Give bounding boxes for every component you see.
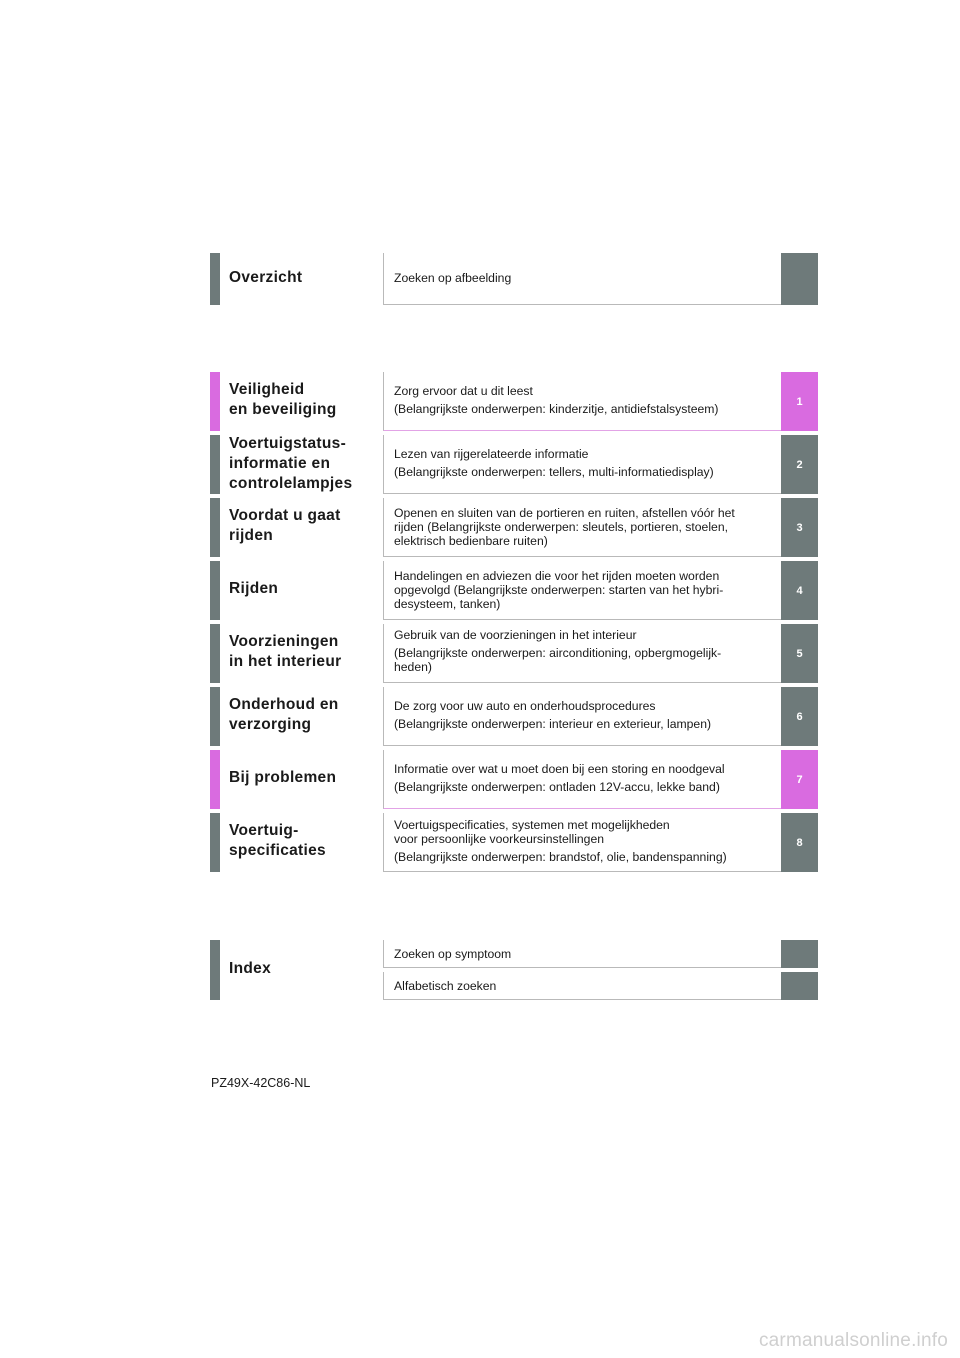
document-code: PZ49X-42C86-NL: [211, 1076, 311, 1090]
chapter-desc-line: (Belangrijkste onderwerpen: kinderzitje, antidiefstalsysteem): [394, 402, 719, 416]
chapter-side-bar: [210, 687, 220, 746]
chapter-row[interactable]: [210, 498, 818, 557]
chapter-number-tab[interactable]: 5: [781, 624, 818, 683]
chapter-title-line: informatie en: [229, 455, 331, 472]
chapter-title-line: Voordat u gaat: [229, 507, 341, 524]
chapter-title: [229, 579, 379, 599]
chapter-desc-line: De zorg voor uw auto en onderhoudsprocedures: [394, 699, 656, 713]
chapter-title-line: Veiligheid: [229, 381, 305, 398]
chapter-desc-line: (Belangrijkste onderwerpen: tellers, multi-informatiedisplay): [394, 465, 714, 479]
index-link-row[interactable]: [210, 972, 818, 1000]
chapter-desc-line: Gebruik van de voorzieningen in het interieur: [394, 628, 637, 642]
chapter-desc-line: Voertuigspecificaties, systemen met mogelijkheden: [394, 818, 670, 832]
overview-tab[interactable]: [781, 253, 818, 305]
overview-row[interactable]: [210, 253, 818, 305]
chapter-title: [229, 506, 379, 546]
chapter-desc-line: desysteem, tanken): [394, 597, 501, 611]
chapter-desc-line: elektrisch bedienbare ruiten): [394, 534, 548, 548]
chapter-desc-line: heden): [394, 660, 432, 674]
chapter-title-line: Rijden: [229, 580, 279, 597]
chapter-side-bar: [210, 435, 220, 494]
index-symptom-tab[interactable]: [781, 940, 818, 968]
chapter-side-bar: [210, 561, 220, 620]
chapter-desc-line: Handelingen en adviezen die voor het rijden moeten worden: [394, 569, 720, 583]
chapter-title: [229, 434, 379, 494]
overview-title: Overzicht: [229, 269, 303, 286]
chapter-number-tab[interactable]: 1: [781, 372, 818, 431]
chapter-description: [383, 813, 781, 872]
overview-side-bar: [210, 253, 220, 305]
chapter-desc-line: (Belangrijkste onderwerpen: airconditioning, opbergmogelijk-: [394, 646, 722, 660]
chapter-description: [383, 624, 781, 683]
chapter-title-line: Bij problemen: [229, 769, 337, 786]
chapter-row[interactable]: [210, 813, 818, 872]
chapter-description: [383, 498, 781, 557]
chapter-number-tab[interactable]: 3: [781, 498, 818, 557]
chapter-desc-line: Zorg ervoor dat u dit leest: [394, 384, 533, 398]
chapter-desc-line: (Belangrijkste onderwerpen: ontladen 12V-accu, lekke band): [394, 780, 720, 794]
chapter-title-line: Voertuigstatus-: [229, 435, 347, 452]
index-link-symptom[interactable]: [383, 940, 781, 968]
chapter-number-tab[interactable]: 6: [781, 687, 818, 746]
index-alphabetical-tab[interactable]: [781, 972, 818, 1000]
chapter-number-tab[interactable]: 2: [781, 435, 818, 494]
chapter-desc-line: voor persoonlijke voorkeursinstellingen: [394, 832, 605, 846]
chapter-title: [229, 695, 379, 735]
chapter-title-line: rijden: [229, 527, 274, 544]
chapter-row[interactable]: [210, 624, 818, 683]
chapter-title: [229, 821, 379, 861]
chapter-title: [229, 380, 379, 420]
chapter-number-tab[interactable]: 7: [781, 750, 818, 809]
index-link-text: Zoeken op symptoom: [394, 947, 512, 961]
chapter-desc-line: (Belangrijkste onderwerpen: interieur en exterieur, lampen): [394, 717, 712, 731]
chapter-desc-line: rijden (Belangrijkste onderwerpen: sleutels, portieren, stoelen,: [394, 520, 728, 534]
chapter-title-line: Onderhoud en: [229, 696, 339, 713]
chapter-title-line: controlelampjes: [229, 475, 353, 492]
chapter-title: [229, 768, 379, 788]
overview-link-text: Zoeken op afbeelding: [394, 271, 512, 285]
chapter-side-bar: [210, 813, 220, 872]
chapter-title-line: en beveiliging: [229, 401, 337, 418]
chapter-side-bar: [210, 498, 220, 557]
chapter-side-bar: [210, 372, 220, 431]
chapter-row[interactable]: [210, 687, 818, 746]
chapter-description: [383, 435, 781, 494]
chapter-description: [383, 750, 781, 809]
chapter-title: [229, 632, 379, 672]
chapter-description: [383, 561, 781, 620]
watermark: carmanualsonline.info: [758, 1330, 948, 1351]
chapter-desc-line: Informatie over wat u moet doen bij een storing en noodgeval: [394, 762, 725, 776]
chapter-row[interactable]: [210, 750, 818, 809]
index-link-row[interactable]: [210, 940, 818, 968]
chapter-row[interactable]: [210, 372, 818, 431]
chapter-description: [383, 372, 781, 431]
chapter-number-tab[interactable]: 8: [781, 813, 818, 872]
chapter-row[interactable]: [210, 435, 818, 494]
index-link-alphabetical[interactable]: [383, 972, 781, 1000]
chapter-description: [383, 687, 781, 746]
index-title: Index: [229, 960, 271, 977]
chapter-desc-line: Openen en sluiten van de portieren en ruiten, afstellen vóór het: [394, 506, 735, 520]
chapter-desc-line: opgevolgd (Belangrijkste onderwerpen: starten van het hybri-: [394, 583, 724, 597]
chapter-title-line: in het interieur: [229, 653, 342, 670]
chapter-title-line: specificaties: [229, 842, 326, 859]
chapter-title-line: verzorging: [229, 716, 312, 733]
chapter-desc-line: Lezen van rijgerelateerde informatie: [394, 447, 589, 461]
overview-link[interactable]: [383, 253, 781, 305]
chapter-desc-line: (Belangrijkste onderwerpen: brandstof, olie, bandenspanning): [394, 850, 727, 864]
chapter-side-bar: [210, 624, 220, 683]
chapter-side-bar: [210, 750, 220, 809]
chapter-row[interactable]: [210, 561, 818, 620]
chapter-number-tab[interactable]: 4: [781, 561, 818, 620]
chapter-title-line: Voertuig-: [229, 822, 299, 839]
index-link-text: Alfabetisch zoeken: [394, 979, 497, 993]
chapter-title-line: Voorzieningen: [229, 633, 339, 650]
